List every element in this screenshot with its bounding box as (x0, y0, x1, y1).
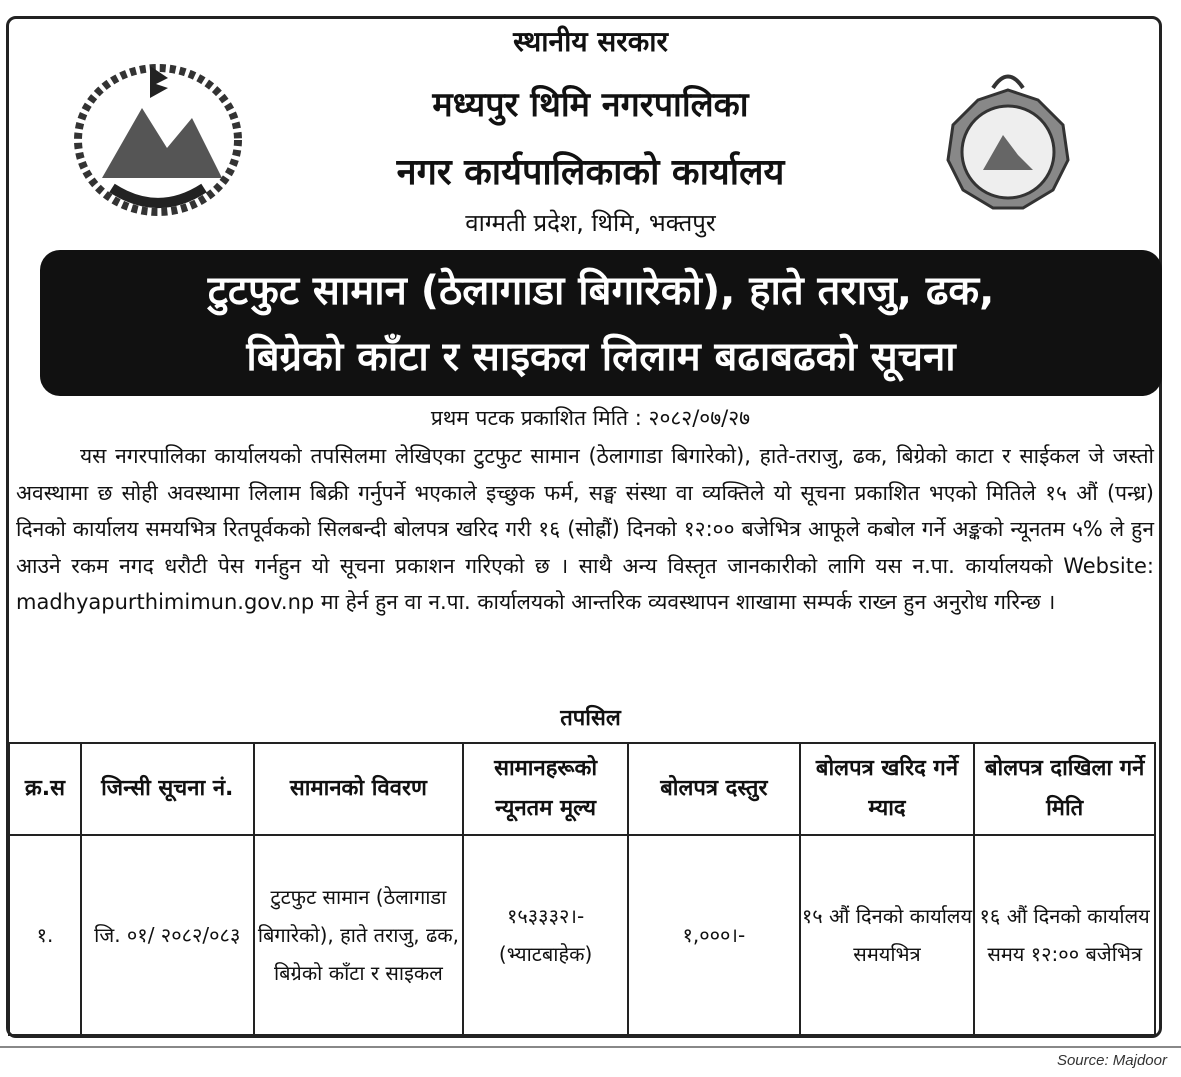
header-line-1: स्थानीय सरकार (513, 25, 668, 58)
source-credit: Source: Majdoor (1056, 1052, 1167, 1069)
publish-date: प्रथम पटक प्रकाशित मिति : २०८२/०७/२७ (430, 406, 751, 430)
header-description: सामानको विवरण (254, 743, 464, 835)
header-purchase-deadline: बोलपत्र खरिद गर्ने म्याद (800, 743, 975, 835)
title-banner (40, 250, 1162, 396)
notice-paragraph: यस नगरपालिका कार्यालयको तपसिलमा लेखिएका टुटफुट सामान (ठेलागाडा बिगारेको), हाते-तराजु, ढक, बिग्रेको काटा र साईकल जे जस्तो अवस्थामा छ सोही अवस्थामा लिलाम बिक्री गर्नुपर्ने भएकाले इच्छुक फर्म, सङ्घ संस्था वा व्यक्तिले यो सूचना प्रकाशित भएको मितिले १५ औं (पन्ध्र) दिनको कार्यालय समयभित्र रितपूर्वकको सिलबन्दी बोलपत्र खरिद गरी १६ (सोह्रौं) दिनको १२:०० बजेभित्र आफूले कबोल गर्ने अङ्कको न्यूनतम ५% ले हुन आउने रकम नगद धरौटी पेस गर्नहुन यो सूचना प्रकाशन गरिएको छ । साथै अन्य विस्तृत जानकारीको लागि यस न.पा. कार्यालयको Website: madhyapurthimimun.gov.np मा हेर्न हुन वा न.पा. कार्यालयको आन्तरिक व्यवस्थापन शाखामा सम्पर्क राख्न हुन अनुरोध गरिन्छ । (16, 444, 1154, 614)
header-municipality: मध्यपुर थिमि नगरपालिका (432, 85, 749, 125)
header-office: नगर कार्यपालिकाको कार्यालय (396, 152, 785, 193)
details-table (8, 742, 1156, 1036)
table-row (9, 835, 1155, 1035)
table-header-row (9, 743, 1155, 835)
divider (0, 1046, 1181, 1048)
header-inventory-no: जिन्सी सूचना नं. (81, 743, 254, 835)
title-line-2: बिग्रेको काँटा र साइकल लिलाम बढाबढको सूचना (246, 334, 956, 380)
table-label: तपसिल (560, 706, 621, 731)
notice-body (16, 438, 1154, 621)
cell-bid-fee: १,०००।- (628, 835, 800, 1035)
header-submission-date: बोलपत्र दाखिला गर्ने मिति (974, 743, 1155, 835)
cell-inventory-no: जि. ०१/ २०८२/०८३ (81, 835, 254, 1035)
cell-sn: १. (9, 835, 81, 1035)
cell-purchase-deadline: १५ औं दिनको कार्यालय समयभित्र (800, 835, 975, 1035)
header-address: वाग्मती प्रदेश, थिमि, भक्तपुर (465, 209, 716, 237)
title-line-1: टुटफुट सामान (ठेलागाडा बिगारेको), हाते तराजु, ढक, (207, 268, 995, 314)
header-bid-fee: बोलपत्र दस्तुर (628, 743, 800, 835)
cell-submission-date: १६ औं दिनको कार्यालय समय १२:०० बजेभित्र (974, 835, 1155, 1035)
cell-min-price: १५३३३२।- (भ्याटबाहेक) (463, 835, 628, 1035)
cell-description: टुटफुट सामान (ठेलागाडा बिगारेको), हाते तराजु, ढक, बिग्रेको काँटा र साइकल (254, 835, 464, 1035)
header-sn: क्र.स (9, 743, 81, 835)
header-min-price: सामानहरूको न्यूनतम मूल्य (463, 743, 628, 835)
